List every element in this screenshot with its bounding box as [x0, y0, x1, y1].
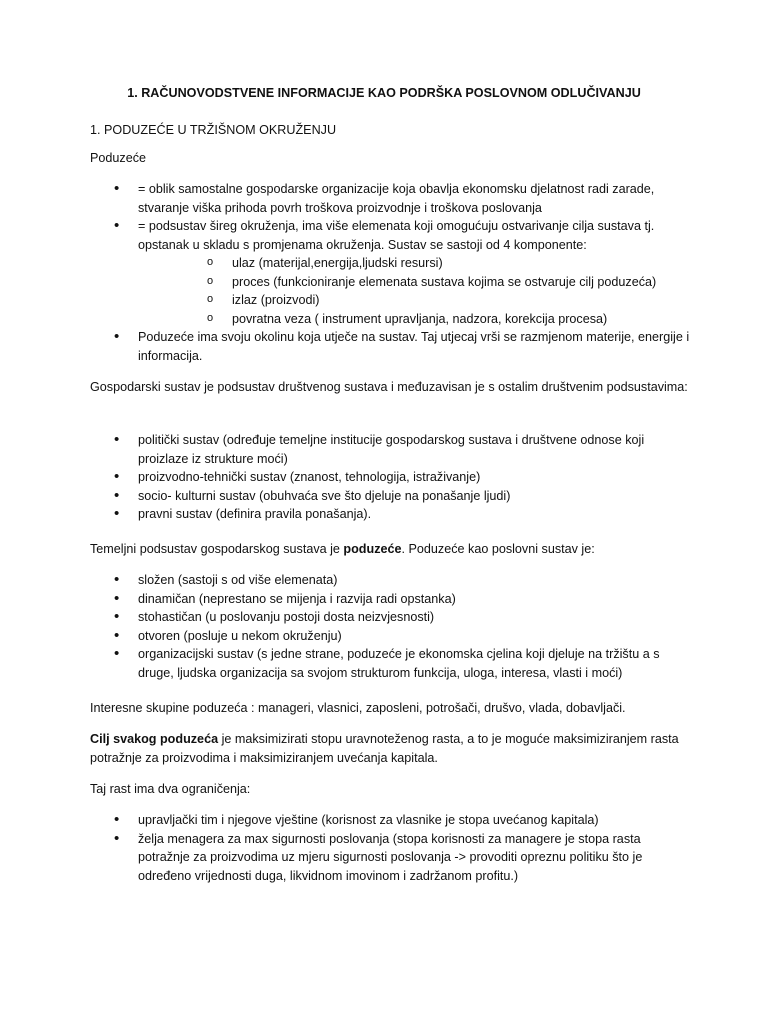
list-item: • = oblik samostalne gospodarske organizacije koja obavlja ekonomsku djelatnost radi zarade, stvaranje viška prihoda povrh troškova proizvodnje i troškova poslovanja [90, 180, 690, 217]
list-item: • otvoren (posluje u nekom okruženju) [90, 627, 690, 646]
list-item: • stohastičan (u poslovanju postoji dosta neizvjesnosti) [90, 608, 690, 627]
sub-list-components [138, 254, 690, 328]
sub-list-item: o izlaz (proizvodi) [138, 291, 690, 310]
bullet-list-poduzece [90, 180, 690, 365]
paragraph-interesne-skupine: Interesne skupine poduzeća : manageri, vlasnici, zaposleni, potrošači, drušvo, vlada, dobavljači. [90, 701, 626, 715]
list-item: • složen (sastoji s od više elemenata) [90, 571, 690, 590]
sub-list-item: o proces (funkcioniranje elemenata sustava kojima se ostvaruje cilj poduzeća) [138, 273, 690, 292]
list-item: • dinamičan (neprestano se mijenja i razvija radi opstanka) [90, 590, 690, 609]
paragraph-temeljni-podsustav: Temeljni podsustav gospodarskog sustava je poduzeće. Poduzeće kao poslovni sustav je: [90, 542, 595, 556]
subheading: Poduzeće [90, 151, 147, 165]
section-heading: 1. PODUZEĆE U TRŽIŠNOM OKRUŽENJU [90, 123, 337, 137]
paragraph-gospodarski-sustav: Gospodarski sustav je podsustav društvenog sustava i međuzavisan je s ostalim društvenim podsustavima: [90, 380, 688, 394]
list-item: • želja menagera za max sigurnosti poslovanja (stopa korisnosti za managere je stopa rasta potražnje za proizvodima uz mjeru sigurnosti poslovanja -> provoditi opreznu politiku što je određeno vrijednosti duga, likvidnom imovinom i zadržanom profitu.) [90, 830, 690, 886]
sub-list-item: o ulaz (materijal,energija,ljudski resursi) [138, 254, 690, 273]
document-title: 1. RAČUNOVODSTVENE INFORMACIJE KAO PODRŠKA POSLOVNOM ODLUČIVANJU [127, 86, 641, 100]
list-item: • pravni sustav (definira pravila ponašanja). [90, 505, 690, 524]
list-item: • organizacijski sustav (s jedne strane, poduzeće je ekonomska cjelina koji djeluje na tržištu a s druge, ljudska organizacija sa svojom strukturom funkcija, uloga, interesa, vlasti i moći) [90, 645, 690, 682]
list-item: • Poduzeće ima svoju okolinu koja utječe na sustav. Taj utjecaj vrši se razmjenom materije, energije i informacija. [90, 328, 690, 365]
list-item: • socio- kulturni sustav (obuhvaća sve što djeluje na ponašanje ljudi) [90, 487, 690, 506]
paragraph-ogranicenja: Taj rast ima dva ograničenja: [90, 782, 251, 796]
bullet-list-svojstva [90, 571, 690, 682]
list-item: • = podsustav šireg okruženja, ima više elemenata koji omogućuju ostvarivanje cilja sustava tj. opstanak u skladu s promjenama okruženja. Sustav se sastoji od 4 komponente: o ulaz (materijal,energija,ljudski resursi) o proces (funkcioniranje elemenata sustava kojima se ostvaruje cilj poduzeća) o izlaz (proizvodi) o povratna veza ( instrument upravljanja, nadzora, korekcija procesa) [90, 217, 690, 328]
bullet-list-ogranicenja [90, 811, 690, 885]
list-item: • upravljački tim i njegove vještine (korisnost za vlasnike je stopa uvećanog kapitala) [90, 811, 690, 830]
sub-list-item: o povratna veza ( instrument upravljanja, nadzora, korekcija procesa) [138, 310, 690, 329]
list-item: • politički sustav (određuje temeljne institucije gospodarskog sustava i društvene odnose koji proizlaze iz strukture moći) [90, 431, 690, 468]
list-item: • proizvodno-tehnički sustav (znanost, tehnologija, istraživanje) [90, 468, 690, 487]
paragraph-cilj: Cilj svakog poduzeća je maksimizirati stopu uravnoteženog rasta, a to je moguće maksimiziranjem rasta potražnje za proizvodima i maksimiziranjem uvećanja kapitala. [90, 732, 679, 765]
bullet-list-podsustavi [90, 431, 690, 524]
